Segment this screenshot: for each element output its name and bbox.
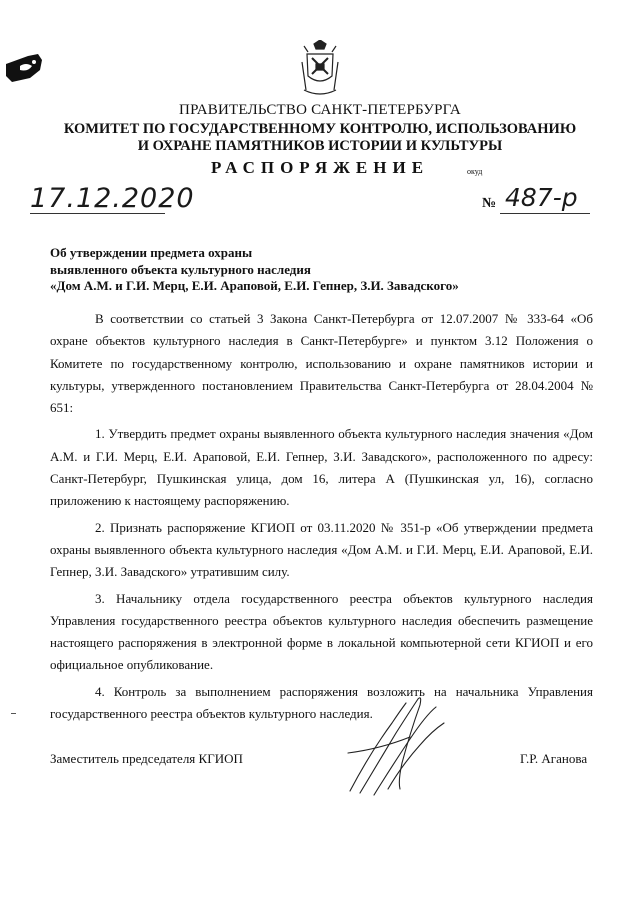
item-2-paragraph: 2. Признать распоряжение КГИОП от 03.11.2020 № 351-р «Об утверждении предмета охраны выявленного объекта культурного наследия «Дом А.М. и Г.И. Мерц, Е.И. Араповой, Е.И. Гепнер, З.И. Завадского» утратившим силу. [50, 519, 593, 580]
committee-name [0, 121, 640, 155]
subject-line2: выявленного объекта культурного наследия [50, 261, 311, 277]
number-underline [500, 213, 590, 214]
number-sign: № [482, 196, 497, 211]
corner-stamp-mark-icon [4, 50, 44, 84]
margin-dash [11, 713, 16, 714]
document-subject [50, 245, 459, 295]
okud-label: окуд [467, 167, 483, 176]
subject-line3: «Дом А.М. и Г.И. Мерц, Е.И. Араповой, Е.И. Гепнер, З.И. Завадского» [50, 278, 459, 293]
committee-name-line2: И ОХРАНЕ ПАМЯТНИКОВ ИСТОРИИ И КУЛЬТУРЫ [137, 138, 503, 154]
document-type-title: РАСПОРЯЖЕНИЕ [210, 158, 430, 177]
handwritten-signature [340, 693, 460, 803]
date-underline [30, 213, 165, 214]
item-1-paragraph: 1. Утвердить предмет охраны выявленного объекта культурного наследия значения «Дом А.М. и Г.И. Мерц, Е.И. Араповой, Е.И. Гепнер, З.И. Завадского», расположенного по адресу: Санкт-Петербург, Пушкинская улица, дом 16, литера А (Пушкинская ул, 16), согласно приложению к настоящему распоряжению. [50, 426, 593, 509]
subject-line1: Об утверждении предмета охраны [50, 245, 253, 260]
government-name: ПРАВИТЕЛЬСТВО САНКТ-ПЕТЕРБУРГА [179, 102, 461, 118]
document-number: 487-р [505, 183, 578, 212]
signatory-title: Заместитель председателя КГИОП [50, 751, 243, 766]
coat-of-arms-icon [300, 40, 340, 98]
item-4-paragraph: 4. Контроль за выполнением распоряжения возложить на начальника Управления государственного реестра объектов культурного наследия. [50, 683, 593, 722]
committee-name-line1: КОМИТЕТ ПО ГОСУДАРСТВЕННОМУ КОНТРОЛЮ, ИСПОЛЬЗОВАНИЮ [63, 121, 577, 137]
document-date: 17.12.2020 [30, 183, 195, 214]
signatory-name: Г.Р. Аганова [520, 751, 588, 766]
document-body [50, 308, 593, 725]
item-3-paragraph: 3. Начальнику отдела государственного реестра объектов культурного наследия Управления государственного реестра объектов культурного наследия обеспечить размещение настоящего распоряжения в электронной форме в локальной компьютерной сети КГИОП и его официальное опубликование. [50, 590, 593, 673]
preamble-paragraph: В соответствии со статьей 3 Закона Санкт-Петербурга от 12.07.2007 № 333-64 «Об охране объектов культурного наследия в Санкт-Петербурге» и пунктом 3.12 Положения о Комитете по государственному контролю, использованию и охране памятников истории и культуры, утвержденного постановлением Правительства Санкт-Петербурга от 28.04.2004 № 651: [50, 311, 593, 416]
